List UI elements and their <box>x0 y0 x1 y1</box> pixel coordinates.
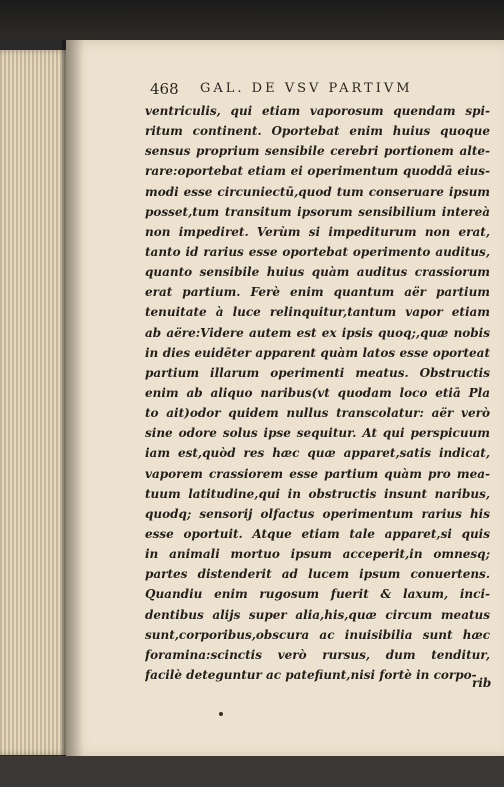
spine-shadow <box>62 40 84 760</box>
text-line: esse oportuit. Atque etiam tale apparet,si quis <box>145 526 490 541</box>
text-line: erat partium. Ferè enim quantum aër partium <box>145 285 490 300</box>
background-bottom <box>0 756 504 787</box>
text-body <box>145 101 490 685</box>
running-head: GAL. DE VSV PARTIVM <box>200 81 413 96</box>
text-line: rare:oportebat etiam ei operimentum quoddā eius- <box>145 164 490 179</box>
ink-dot <box>219 712 223 716</box>
text-line: enim ab aliquo naribus(vt quodam loco etiā Pla <box>145 385 490 400</box>
text-line: tanto id rarius esse oportebat operimento auditus, <box>145 244 490 259</box>
text-line: sine odore solus ipse sequitur. At qui perspicuum <box>145 426 490 441</box>
text-line: quodq; sensorij olfactus operimentum rarius his <box>145 506 490 521</box>
background-top <box>0 0 504 40</box>
text-line: ab aëre:Videre autem est ex ipsis quoq;,quæ nobis <box>145 325 490 340</box>
text-line: to ait)odor quidem nullus transcolatur: aër verò <box>145 406 490 421</box>
text-line: dentibus alijs super alia,his,quæ circum meatus <box>145 607 490 622</box>
text-line: in dies euidēter apparent quàm latos esse oporteat <box>145 345 490 360</box>
text-line: foramina:scinctis verò rursus, dum tenditur, <box>145 647 490 662</box>
text-line: ventriculis, qui etiam vaporosum quendam spi- <box>145 104 490 118</box>
text-line: partes distenderit ad lucem ipsum conuertens. <box>145 567 490 582</box>
text-line: posset,tum transitum ipsorum sensibilium intereà <box>145 204 490 219</box>
text-line: iam est,quòd res hæc quæ apparet,satis indicat, <box>145 446 490 461</box>
page-header <box>150 80 504 102</box>
text-line: modi esse circuniectū,quod tum conseruare ipsum <box>145 184 490 199</box>
text-line: tenuitate à luce relinquitur,tantum vapor etiam <box>145 305 490 320</box>
text-line: in animali mortuo ipsum acceperit,in omnesq; <box>145 547 490 562</box>
page-number: 468 <box>150 80 179 98</box>
text-line: vaporem crassiorem esse partium quàm pro mea- <box>145 466 490 481</box>
text-line: sunt,corporibus,obscura ac inuisibilia sunt hæc <box>145 627 490 642</box>
text-line: partium illarum operimenti meatus. Obstructis <box>145 365 490 380</box>
text-line: ritum continent. Oportebat enim huius quoque <box>145 124 490 139</box>
text-line: Quandiu enim rugosum fuerit & laxum, inci- <box>145 587 490 602</box>
text-line: quanto sensibile huius quàm auditus crassiorum <box>145 265 490 280</box>
text-line: non impediret. Verùm si impediturum non erat, <box>145 224 490 239</box>
catchword: rib <box>472 676 492 690</box>
text-line: tuum latitudine,qui in obstructis insunt naribus, <box>145 486 490 501</box>
text-line: facilè deteguntur ac patefiunt,nisi fortè in corpo- <box>145 667 477 682</box>
text-line: sensus proprium sensibile cerebri portionem alte- <box>145 144 490 159</box>
